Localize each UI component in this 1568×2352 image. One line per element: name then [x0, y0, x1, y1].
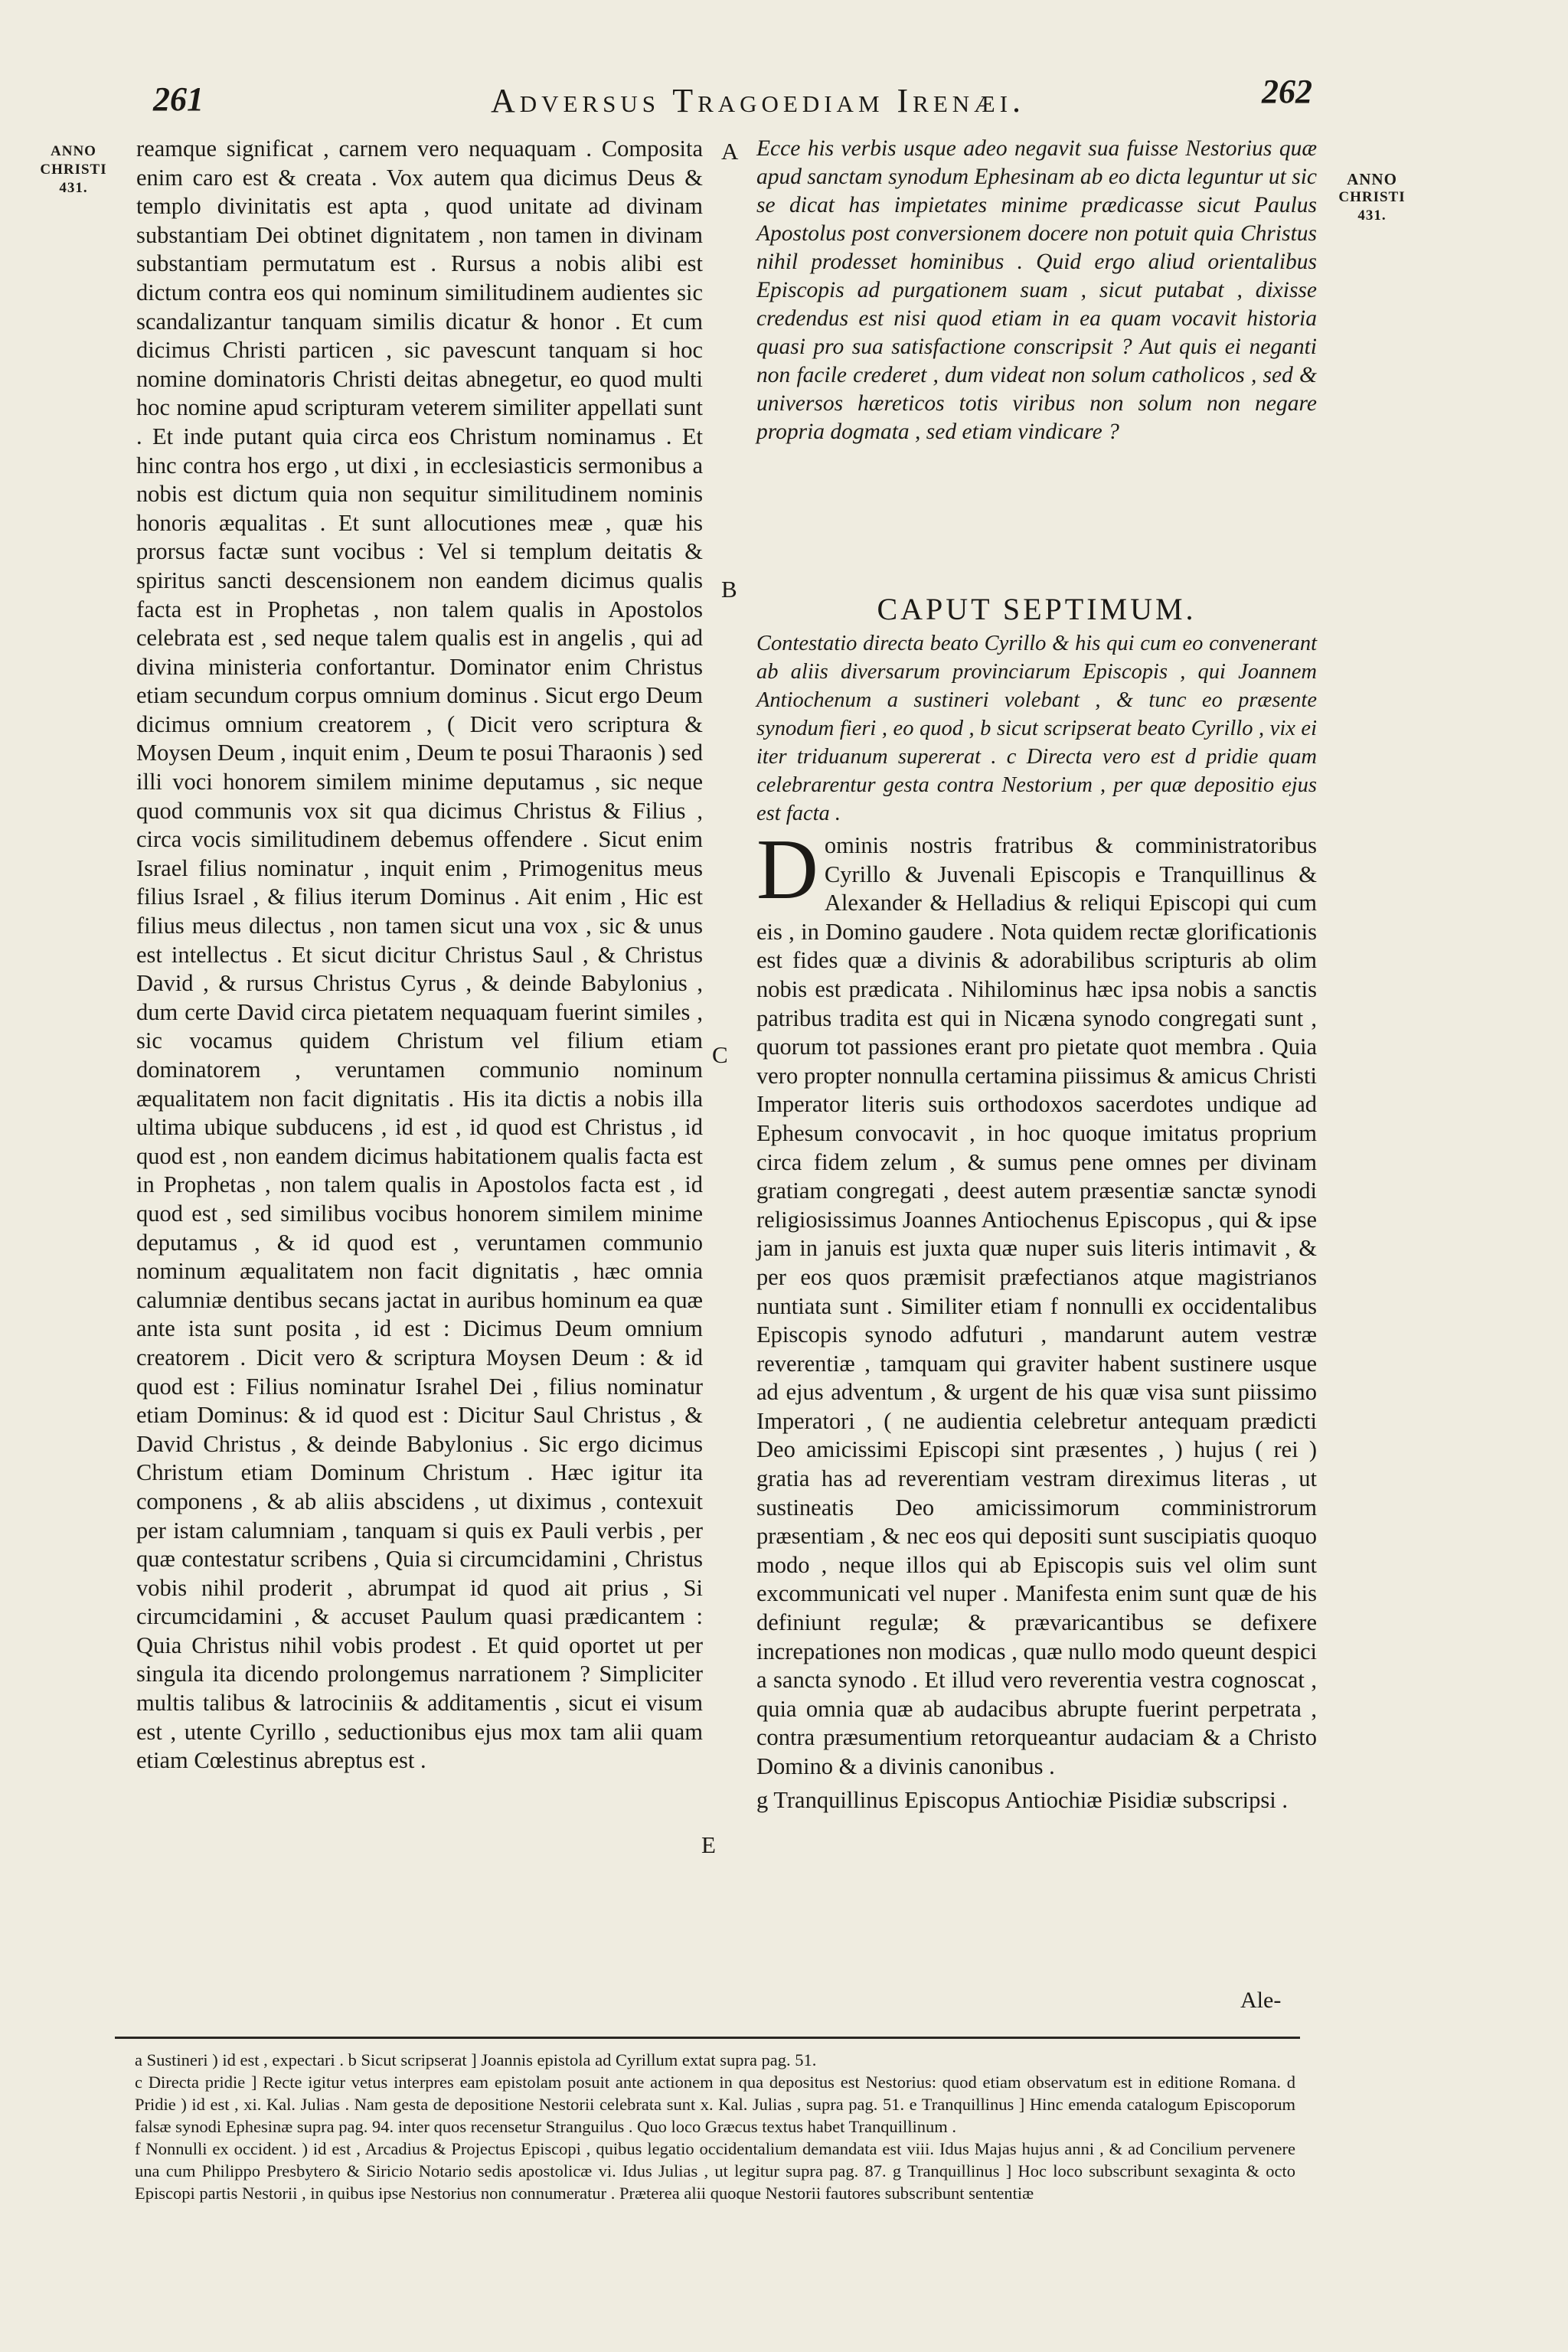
letter-paragraph: ominis nostris fratribus & comministratoribus Cyrillo & Juvenali Episcopis e Tranquillinus & Alexander & Helladius & reliqui Episcopi qui cum eis , in Domino gaudere . Nota quidem rectæ glorificationis est fides quæ a divinis & adorabilibus scripturis ab olim nobis est prædicata . Nihilominus hæc ipsa nobis a sanctis patribus tradita est qui in Nicæna synodo congregati sunt , quorum tot passiones erant pro pietate quot membra . Quia vero propter nonnulla certamina piissimus & amicus Christi Imperator literis suis orthodoxos sacerdotes undique ad Ephesum convocavit , in hoc quoque imitatus proprium circa fidem zelum , & sumus pene omnes per divinam gratiam congregati , deest autem præsentiæ sanctæ synodi religiosissimus Joannes Antiochenus Episcopus , qui & ipse jam in januis est juxta quæ nuper suis literis intimavit , & per eos quos præmisit præfectianos atque magistrianos nuntiata sunt . Similiter etiam f nonnulli ex occidentalibus Episcopis synodo adfuturi , mandarunt autem vestræ reverentiæ , tamquam qui graviter habent sustinere usque ad ejus adventum , & urgent de his quæ visa sunt piissimo Imperatori , ( ne audientia celebretur antequam prædicti Deo amicissimi Episcopi sint præsentes , ) hujus ( rei ) gratia has ad reverentiam vestram direximus literas , ut sustineatis Deo amicissimorum comministrorum præsentiam , & nec eos qui depositi sunt suscipiatis quoquo modo , neque illos qui ab Episcopis suis vel olim sunt excommunicati vel nuper . Manifesta enim sunt quæ de his definiunt regulæ; & prævaricantibus se defixere increpationes non modicas , quæ nullo modo queunt despici a sancta synodo . Et illud vero reverentia vestra cognoscat , quia omnia quæ ab audacibus abrupte fuerint perpetrata , contra præsumentium retorqueantur audaciam & a Christo Domino & a divinis canonibus .: [756, 832, 1317, 1779]
margin-note-right: [1334, 170, 1410, 225]
signature-line: g Tranquillinus Episcopus Antiochiæ Pisidiæ subscripsi .: [756, 1786, 1288, 1813]
page-number-left: 261: [153, 80, 204, 118]
right-column-commentary-paragraph: Ecce his verbis usque adeo negavit sua fuisse Nestorius quæ apud sanctam synodum Ephesinam ab eo dicta leguntur ut sic se dicat has impietates minime prædicasse sicut Paulus Apostolus post conversionem docere non potuit quia Christus nihil prodesset hominibus . Quid ergo aliud orientalibus Episcopis ad purgationem suam , sicut putabat , dixisse credendus est nisi quod etiam in ea quam vocavit historia quasi pro sua satisfactione conscripsit ? Aut quis ei neganti non facile crederet , dum videat non solum catholicos , sed & universos hæreticos totis viribus non solum non negare propria dogmata , sed etiam vindicare ?: [756, 136, 1317, 444]
section-letter-e: E: [701, 1831, 716, 1858]
margin-note-left-line3: 431.: [59, 180, 88, 196]
footnote-rule: [115, 2037, 1300, 2039]
left-column-paragraph: reamque significat , carnem vero nequaquam . Composita enim caro est & creata . Vox autem qua dicimus Deus & templo divinitatis est apta , quod unitate ad divinam substantiam Dei obtinet dignitatem , non tamen in divinam substantiam permutatum est . Rursus a nobis alibi est dictum contra eos qui nominum similitudinem audientes sic scandalizantur tanquam similis dicatur & honor . Et cum dicimus Christi particen , sic pavescunt tanquam si hoc nomine dominatoris Christi deitas abnegetur, eo quod multi hoc nomine apud scripturam veterem similiter appellati sunt . Et inde putant quia circa eos Christum nominamus . Et hinc contra hos ergo , ut dixi , in ecclesiasticis sermonibus a nobis est dictum quia non sequitur similitudinem nominis honoris æqualitas . Et sunt allocutiones meæ , quæ his prorsus factæ sunt vocibus : Vel si templum deitatis & spiritus sancti descensionem non eandem dicimus qualis facta est in Prophetas , non talem qualis in Apostolos celebrata est , sed neque talem qualis est in angelis , qui ad divina ministeria confortantur. Dominator enim Christus etiam secundum corpus omnium dominus . Sicut ergo Deum dicimus omnium creatorem , ( Dicit vero scriptura & Moysen Deum , inquit enim , Deum te posui Tharaonis ) sed illi voci honorem similem minime deputamus , sic neque quod communis vox sit qua dicimus Christus & Filius , circa vocis similitudinem debemus offendere . Sicut enim Israel filius nominatur , inquit enim , Primogenitus meus filius Israel , & filius iterum Dominus . Ait enim , Hic est filius meus dilectus , non tamen sicut una vox , sic & unus est intellectus . Et sicut dicitur Christus Saul , & Christus David , & rursus Christus Cyrus , & deinde Babylonius , dum certe David circa pietatem nequaquam fuerint similes , sic vocamus quidem Christum vel filium etiam dominatorem , veruntamen communio nominum æqualitatem non facit dignitatis . His ita dictis a nobis illa ultima ubique subducens , id est , id quod est Christus , id quod est , non eandem dicimus habitationem qualis facta est in Prophetas , non talem qualis in Apostolos facta est , id quod est , sed similibus vocibus honorem similem minime deputamus , & id quod est , veruntamen communio nominum æqualitatem non facit dignitatis , hæc omnia calumniæ dentibus secans jactat in auribus hominum ea quæ ante ista sunt posita , id est : Dicimus Deum omnium creatorem . Dicit vero & scriptura Moysen Deum : & id quod est : Filius nominatur Israhel Dei , filius nominatur etiam Dominus: & id quod est : Dicitur Saul Christus , & David Christus , & deinde Babylonius . Sic ergo dicimus Christum etiam Dominum Christum . Hæc igitur ita componens , & ab aliis abscidens , ut diximus , contexuit per istam calumniam , tanquam si quis ex Pauli verbis , per quæ contestatur scribens , Quia si circumcidamini , Christus vobis nihil proderit , abrumpat id quod ait prius , Si circumcidamini , & accuset Paulum quasi prædicantem : Quia Christus nihil vobis prodest . Et quid oportet ut per singula ita dicendo prolongemus narrationem ? Simpliciter multis talibus & latrociniis & additamentis , sicut ei visum est , utente Cyrillo , seductionibus ejus mox tam alii quam etiam Cœlestinus abreptus est .: [136, 136, 703, 1774]
margin-note-right-line2: CHRISTI: [1338, 189, 1406, 205]
page-number-right: 262: [1262, 73, 1312, 110]
footnotes: [135, 2049, 1295, 2204]
chapter-summary: [756, 629, 1317, 828]
right-column-letter: [756, 822, 1317, 1815]
section-letter-c: C: [712, 1041, 728, 1068]
left-column-text: [136, 135, 703, 1775]
footnote-line: a Sustineri ) id est , expectari . b Sicut scripserat ] Joannis epistola ad Cyrillum extat supra pag. 51.: [135, 2050, 817, 2069]
margin-note-left-line1: ANNO: [51, 143, 96, 159]
margin-note-left: [35, 142, 112, 198]
section-letter-a: A: [721, 138, 739, 165]
margin-note-left-line2: CHRISTI: [40, 162, 107, 178]
margin-note-right-line1: ANNO: [1347, 170, 1397, 188]
running-head: Adversus Tragoediam Irenæi.: [490, 82, 1026, 119]
footnote-line: c Directa pridie ] Recte igitur vetus interpres eam epistolam posuit ante actionem in qua depositus est Nestorius: quod etiam observatum est in editione Romana. d Pridie ) id est , xi. Kal. Julias . Nam gesta de depositione Nestorii celebrata sunt x. Kal. Julias , supra pag. 51. e Tranquillinus ] Hinc emenda catalogum Episcoporum falsæ synodi Ephesinæ supra pag. 94. inter quos recensetur Stranguilus . Quo loco Græcus textus habet Tranquillinum .: [135, 2073, 1295, 2136]
right-column-commentary: [756, 135, 1317, 446]
drop-cap: D: [756, 822, 818, 917]
catchword: Ale-: [1240, 1988, 1282, 2013]
margin-note-right-line3: 431.: [1357, 207, 1387, 224]
section-letter-b: B: [721, 576, 737, 603]
chapter-title: CAPUT SEPTIMUM.: [877, 592, 1197, 626]
footnote-line: f Nonnulli ex occident. ) id est , Arcadius & Projectus Episcopi , quibus legatio occidentalium demandata est viii. Idus Majas hujus anni , & ad Concilium pervenere una cum Philippo Presbytero & Siricio Notario sedis apostolicæ vi. Idus Julias , ut legitur supra pag. 87. g Tranquillinus ] Hoc loco subscribunt sexaginta & octo Episcopi partis Nestorii , in quibus ipse Nestorius non connumeratur . Præterea alii quoque Nestorii fautores subscribunt sententiæ: [135, 2139, 1295, 2203]
chapter-summary-paragraph: Contestatio directa beato Cyrillo & his qui cum eo convenerant ab aliis diversarum provinciarum Episcopis , qui Joannem Antiochenum a sustineri volebant , & tunc eo præsente synodum fieri , eo quod , b sicut scripserat beato Cyrillo , vix ei iter triduanum supererat . c Directa vero est d pridie quam celebrarentur gesta contra Nestorium , per quæ depositio ejus est facta .: [756, 632, 1317, 825]
